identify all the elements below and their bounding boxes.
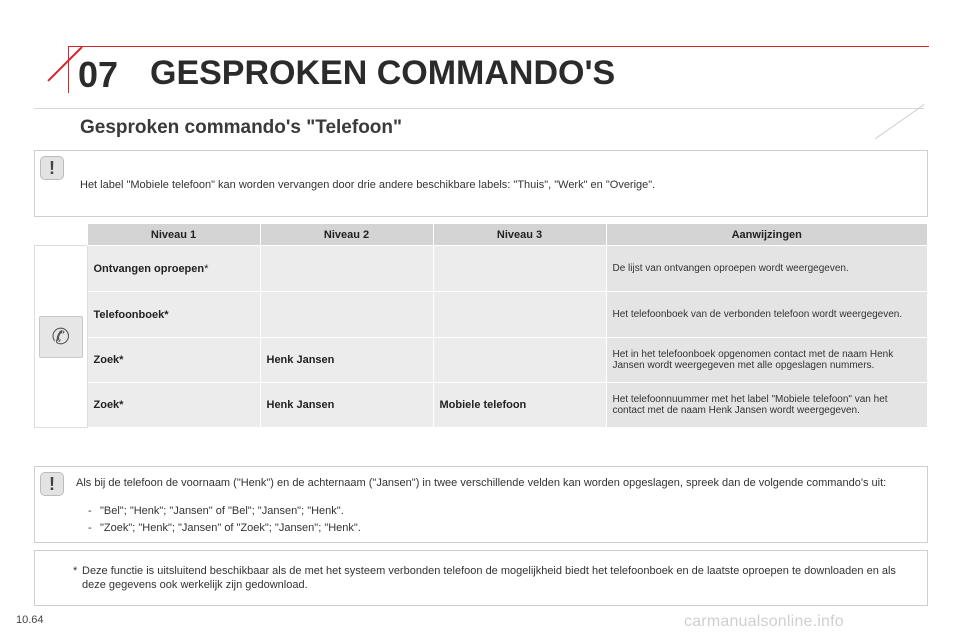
row3-level1: Zoek* <box>87 338 260 383</box>
exclamation-icon: ! <box>40 156 64 180</box>
row2-level1: Telefoonboek* <box>87 292 260 338</box>
row1-level2 <box>260 246 433 292</box>
table-header-level3: Niveau 3 <box>433 224 606 246</box>
table-header-row <box>35 224 928 246</box>
row3-hint: Het in het telefoonboek opgenomen contact met de naam Henk Jansen wordt weergegeven met alle opgeslagen nummers. <box>606 338 928 383</box>
chapter-number: 07 <box>78 54 119 95</box>
row1-level1-mark: * <box>204 262 209 275</box>
exclamation-icon: ! <box>40 472 64 496</box>
row1-level3 <box>433 246 606 292</box>
table-header-level1: Niveau 1 <box>87 224 260 246</box>
watermark: carmanualsonline.info <box>684 613 844 630</box>
row4-level2: Henk Jansen <box>260 383 433 428</box>
table-header-hints: Aanwijzingen <box>606 224 928 246</box>
row4-hint: Het telefoonnuummer met het label "Mobiele telefoon" van het contact met de naam Henk Jansen wordt weergegeven. <box>606 383 928 428</box>
row1-level1-text: Ontvangen oproepen <box>93 262 205 275</box>
list-dash: - <box>88 505 92 517</box>
note-labels-text: Het label "Mobiele telefoon" kan worden vervangen door drie andere beschikbare labels: "Thuis", "Werk" en "Overige". <box>80 179 656 191</box>
list-dash: - <box>88 522 92 534</box>
table-header-icon-col <box>35 224 88 246</box>
footnote-mark: * <box>73 565 78 577</box>
note-commands-text: Als bij de telefoon de voornaam ("Henk") en de achternaam ("Jansen") in twee verschillende velden kan worden opgeslagen, spreek dan de volgende commando's uit: <box>76 477 887 489</box>
row3-level3 <box>433 338 606 383</box>
row4-level1: Zoek* <box>87 383 260 428</box>
row3-level2: Henk Jansen <box>260 338 433 383</box>
list-item: "Zoek"; "Henk"; "Jansen" of "Zoek"; "Jansen"; "Henk". <box>100 522 361 534</box>
row2-level3 <box>433 292 606 338</box>
table-row <box>35 383 928 428</box>
row1-hint: De lijst van ontvangen oproepen wordt weergegeven. <box>606 246 928 292</box>
table-icon-cell <box>35 246 88 428</box>
table-row <box>35 338 928 383</box>
row2-hint: Het telefoonboek van de verbonden telefoon wordt weergegeven. <box>606 292 928 338</box>
phone-icon: ✆ <box>39 316 83 358</box>
list-item: "Bel"; "Henk"; "Jansen" of "Bel"; "Jansen"; "Henk". <box>100 505 344 517</box>
footnote-text: Deze functie is uitsluitend beschikbaar als de met het systeem verbonden telefoon de mogelijkheid biedt het telefoonboek en de laatste oproepen te downloaden en als deze gegevens ook werkelijk zijn gedownload. <box>82 565 896 591</box>
row2-level2 <box>260 292 433 338</box>
row1-level1 <box>87 246 260 292</box>
row4-level3: Mobiele telefoon <box>433 383 606 428</box>
chapter-title: GESPROKEN COMMANDO'S <box>150 54 616 92</box>
table-header-level2: Niveau 2 <box>260 224 433 246</box>
command-table <box>34 223 928 428</box>
section-title: Gesproken commando's "Telefoon" <box>80 117 403 138</box>
page-number: 10.64 <box>16 614 44 626</box>
table-row <box>35 246 928 292</box>
table-row <box>35 292 928 338</box>
